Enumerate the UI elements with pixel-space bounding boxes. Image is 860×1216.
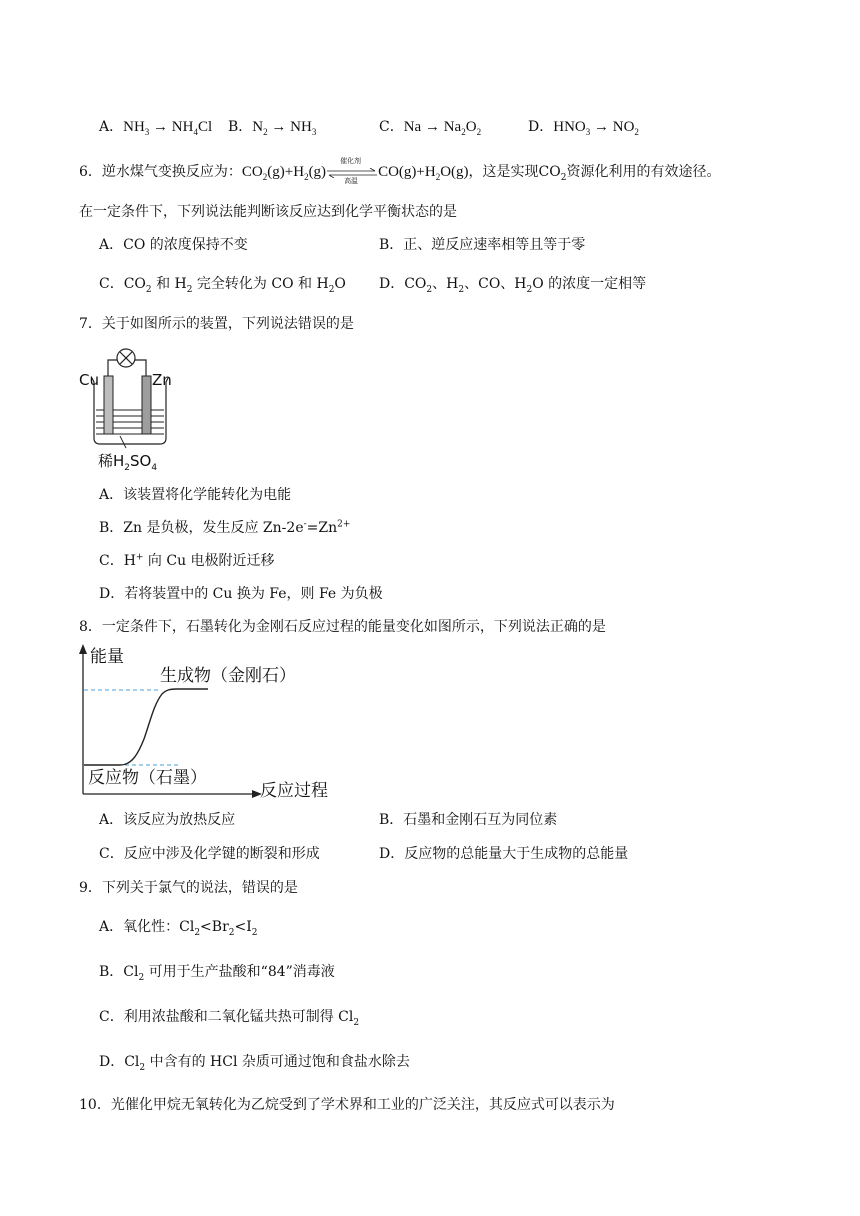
- q5-option-a: A．$NH_3 \to NH_4Cl$: [99, 119, 213, 137]
- reactant-label: 反应物（石墨）: [88, 768, 207, 788]
- equilibrium-arrow-icon: [326, 157, 378, 185]
- q9-option-a: A．氧化性：$Cl_2<Br_2<I_2$: [99, 919, 258, 938]
- zn-electrode: [142, 376, 151, 434]
- q8-option-d: D．反应物的总能量大于生成物的总能量: [379, 846, 629, 862]
- q7-stem: 7．关于如图所示的装置，下列说法错误的是: [79, 316, 354, 332]
- product-label: 生成物（金刚石）: [160, 666, 296, 686]
- acid-pointer: [120, 436, 126, 448]
- q7-option-c: C．H+ 向 Cu 电极附近迁移: [99, 552, 275, 569]
- q9-option-d: D．$Cl_2$ 中含有的 HCl 杂质可通过饱和食盐水除去: [99, 1054, 410, 1073]
- q6-option-b: B．正、逆反应速率相等且等于零: [379, 237, 586, 253]
- label-dilute-sulfuric-acid: 稀$H_2SO_4$: [98, 452, 158, 473]
- condition-high-temp: 高温: [344, 177, 359, 185]
- q6-stem: 6．逆水煤气变换反应为：$CO_2(g)+H_2(g)$ 催化剂 高温 $CO(g)+H_2O(g)$，这是实现$CO_2$资源化利用的有效途径。: [79, 157, 721, 185]
- bulb-icon: [117, 349, 135, 367]
- q9-stem: 9．下列关于氯气的说法，错误的是: [79, 880, 298, 896]
- label-cu: Cu: [79, 371, 99, 389]
- q8-option-a: A．该反应为放热反应: [99, 812, 236, 828]
- q5-option-d: D．$HNO_3 \to NO_2$: [528, 119, 639, 137]
- q9-option-b: B．$Cl_2$ 可用于生产盐酸和“84”消毒液: [99, 964, 335, 983]
- q7-option-a: A．该装置将化学能转化为电能: [99, 487, 292, 503]
- q6-stem-line2: 在一定条件下，下列说法能判断该反应达到化学平衡状态的是: [79, 204, 457, 220]
- q9-option-c: C．利用浓盐酸和二氧化锰共热可制得 $Cl_2$: [99, 1009, 360, 1028]
- condition-catalyst: 催化剂: [340, 157, 362, 165]
- q7-option-b: B．Zn 是负极，发生反应 $Zn-2e^-=Zn^{2+}$: [99, 519, 351, 536]
- cu-electrode: [104, 376, 113, 434]
- q8-stem: 8．一定条件下，石墨转化为金刚石反应过程的能量变化如图所示，下列说法正确的是: [79, 619, 606, 635]
- y-axis-label: 能量: [90, 647, 124, 667]
- energy-curve: [84, 689, 208, 765]
- label-zn: Zn: [152, 371, 172, 389]
- x-axis-label: 反应过程: [260, 781, 328, 801]
- q5-option-c: C．$Na \to Na_2O_2$: [379, 119, 482, 137]
- q6-option-a: A．CO 的浓度保持不变: [99, 237, 248, 253]
- q5-option-b: B．$N_2 \to NH_3$: [228, 119, 317, 137]
- q6-option-c: C．$CO_2$ 和 $H_2$ 完全转化为 CO 和 $H_2O$: [99, 276, 346, 295]
- q6-option-d: D．$CO_2$、$H_2$、CO、$H_2O$ 的浓度一定相等: [379, 276, 647, 295]
- q7-option-d: D．若将装置中的 Cu 换为 Fe，则 Fe 为负极: [99, 586, 383, 602]
- y-axis-arrow-icon: [79, 644, 87, 654]
- q8-option-c: C．反应中涉及化学键的断裂和形成: [99, 846, 320, 862]
- q8-option-b: B．石墨和金刚石互为同位素: [379, 812, 558, 828]
- q10-stem: 10．光催化甲烷无氧转化为乙烷受到了学术界和工业的广泛关注，其反应式可以表示为: [79, 1097, 615, 1113]
